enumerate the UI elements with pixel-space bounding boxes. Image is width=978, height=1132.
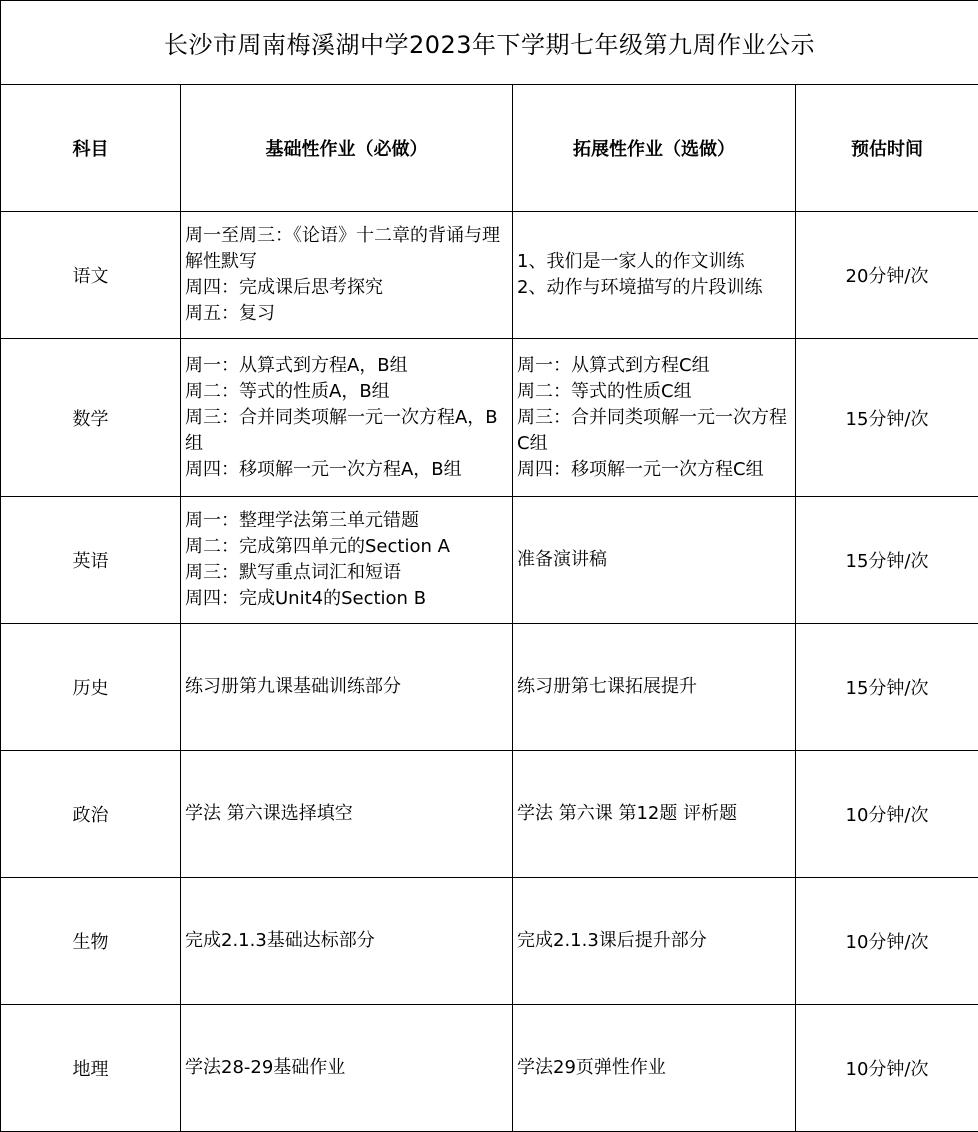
table-row (1, 751, 978, 878)
page-title: 长沙市周南梅溪湖中学2023年下学期七年级第九周作业公示 (1, 1, 978, 85)
extended-homework-cell (513, 751, 796, 878)
basic-homework-line: 周二：完成第四单元的Section A (185, 536, 450, 557)
extended-homework-line: 周二：等式的性质C组 (517, 380, 692, 402)
extended-homework-line: 1、我们是一家人的作文训练 (517, 251, 745, 272)
estimated-time-cell: 10分钟/次 (796, 878, 978, 1005)
basic-homework-line: 学法 第六课选择填空 (185, 803, 353, 824)
basic-homework-line: 周四：移项解一元一次方程A，B组 (185, 458, 462, 480)
estimated-time-cell: 15分钟/次 (796, 339, 978, 497)
table-row (1, 497, 978, 624)
basic-homework-line: 周三：合并同类项解一元一次方程A，B组 (185, 406, 498, 454)
table-row (1, 212, 978, 339)
subject-cell: 语文 (1, 212, 181, 339)
basic-homework-line: 周三：默写重点词汇和短语 (185, 562, 401, 583)
table-row (1, 624, 978, 751)
extended-homework-line: 准备演讲稿 (517, 549, 607, 570)
estimated-time-cell: 15分钟/次 (796, 624, 978, 751)
extended-homework-cell (513, 878, 796, 1005)
title-row (1, 1, 978, 85)
basic-homework-line: 周二：等式的性质A，B组 (185, 380, 390, 402)
basic-homework-line: 周四：完成Unit4的Section B (185, 588, 427, 609)
extended-homework-line: 2、动作与环境描写的片段训练 (517, 277, 763, 298)
table-row (1, 339, 978, 497)
extended-homework-line: 完成2.1.3课后提升部分 (517, 930, 707, 951)
subject-cell: 地理 (1, 1005, 181, 1132)
subject-cell: 历史 (1, 624, 181, 751)
table-row (1, 1005, 978, 1132)
basic-homework-line: 练习册第九课基础训练部分 (185, 676, 401, 697)
extended-homework-line: 周三：合并同类项解一元一次方程C组 (517, 406, 787, 454)
basic-homework-cell (181, 497, 513, 624)
extended-homework-cell (513, 497, 796, 624)
basic-homework-line: 周五：复习 (185, 303, 275, 324)
extended-homework-line: 周一：从算式到方程C组 (517, 354, 710, 376)
basic-homework-cell (181, 878, 513, 1005)
extended-homework-cell (513, 212, 796, 339)
basic-homework-cell (181, 212, 513, 339)
header-subject: 科目 (1, 85, 181, 212)
basic-homework-line: 周一至周三：《论语》十二章的背诵与理解性默写 (185, 225, 500, 272)
estimated-time-cell: 10分钟/次 (796, 751, 978, 878)
subject-cell: 生物 (1, 878, 181, 1005)
basic-homework-line: 完成2.1.3基础达标部分 (185, 930, 375, 951)
extended-homework-line: 学法29页弹性作业 (517, 1057, 666, 1078)
subject-cell: 数学 (1, 339, 181, 497)
extended-homework-line: 周四：移项解一元一次方程C组 (517, 458, 764, 480)
extended-homework-line: 学法 第六课 第12题 评析题 (517, 803, 738, 824)
basic-homework-line: 学法28-29基础作业 (185, 1057, 346, 1078)
subject-cell: 政治 (1, 751, 181, 878)
extended-homework-cell (513, 1005, 796, 1132)
estimated-time-cell: 20分钟/次 (796, 212, 978, 339)
extended-homework-cell (513, 624, 796, 751)
header-basic: 基础性作业（必做） (181, 85, 513, 212)
basic-homework-cell (181, 624, 513, 751)
header-extended: 拓展性作业（选做） (513, 85, 796, 212)
table-row (1, 878, 978, 1005)
estimated-time-cell: 15分钟/次 (796, 497, 978, 624)
estimated-time-cell: 10分钟/次 (796, 1005, 978, 1132)
extended-homework-cell (513, 339, 796, 497)
header-time: 预估时间 (796, 85, 978, 212)
basic-homework-cell (181, 751, 513, 878)
basic-homework-line: 周四：完成课后思考探究 (185, 277, 383, 298)
extended-homework-line: 练习册第七课拓展提升 (517, 676, 697, 697)
basic-homework-cell (181, 339, 513, 497)
basic-homework-line: 周一：整理学法第三单元错题 (185, 510, 419, 531)
basic-homework-line: 周一：从算式到方程A，B组 (185, 354, 408, 376)
subject-cell: 英语 (1, 497, 181, 624)
header-row (1, 85, 978, 212)
basic-homework-cell (181, 1005, 513, 1132)
